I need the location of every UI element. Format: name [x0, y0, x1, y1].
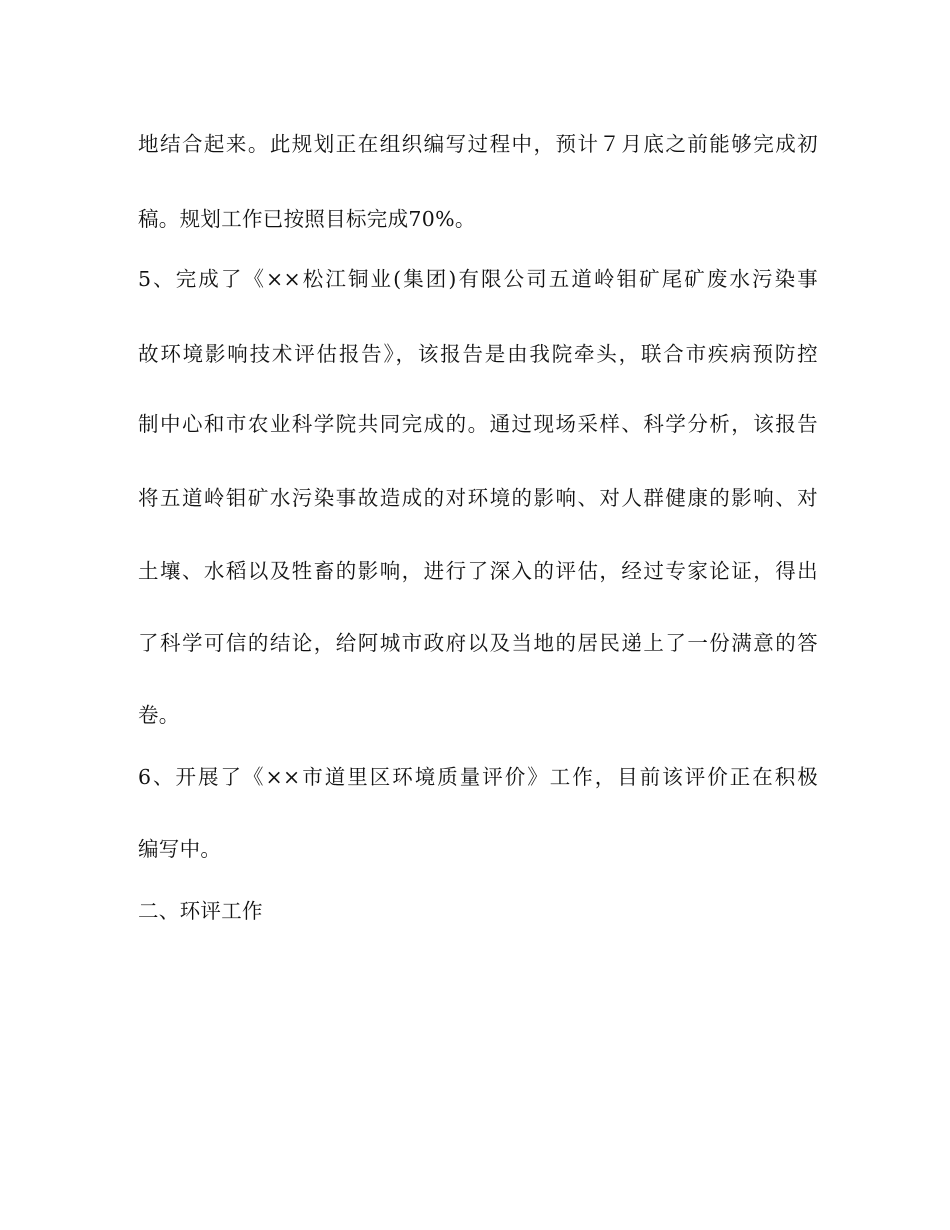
item-5-line-1: 5、完成了《××松江铜业(集团)有限公司五道岭钼矿尾矿废水污染事: [138, 267, 818, 291]
item-5-line-2: 故环境影响技术评估报告》，该报告是由我院牵头，联合市疾病预防控: [138, 342, 818, 366]
item-5-line-3: 制中心和市农业科学院共同完成的。通过现场采样、科学分析，该报告: [138, 412, 818, 436]
item-5-line-6: 了科学可信的结论，给阿城市政府以及当地的居民递上了一份满意的答: [138, 631, 818, 655]
item-6-line-2: 编写中。: [138, 837, 222, 861]
paragraph-line-1: 地结合起来。此规划正在组织编写过程中，预计７月底之前能够完成初: [138, 132, 818, 156]
item-6-line-1: 6、开展了《××市道里区环境质量评价》工作，目前该评价正在积极: [138, 765, 818, 789]
item-5-line-5: 土壤、水稻以及牲畜的影响，进行了深入的评估，经过专家论证，得出: [138, 559, 818, 583]
paragraph-line-2: 稿。规划工作已按照目标完成70%。: [138, 207, 476, 231]
section-heading-eia-work: 二、环评工作: [138, 899, 263, 923]
item-5-line-7: 卷。: [138, 703, 180, 727]
item-5-line-4: 将五道岭钼矿水污染事故造成的对环境的影响、对人群健康的影响、对: [138, 486, 818, 510]
